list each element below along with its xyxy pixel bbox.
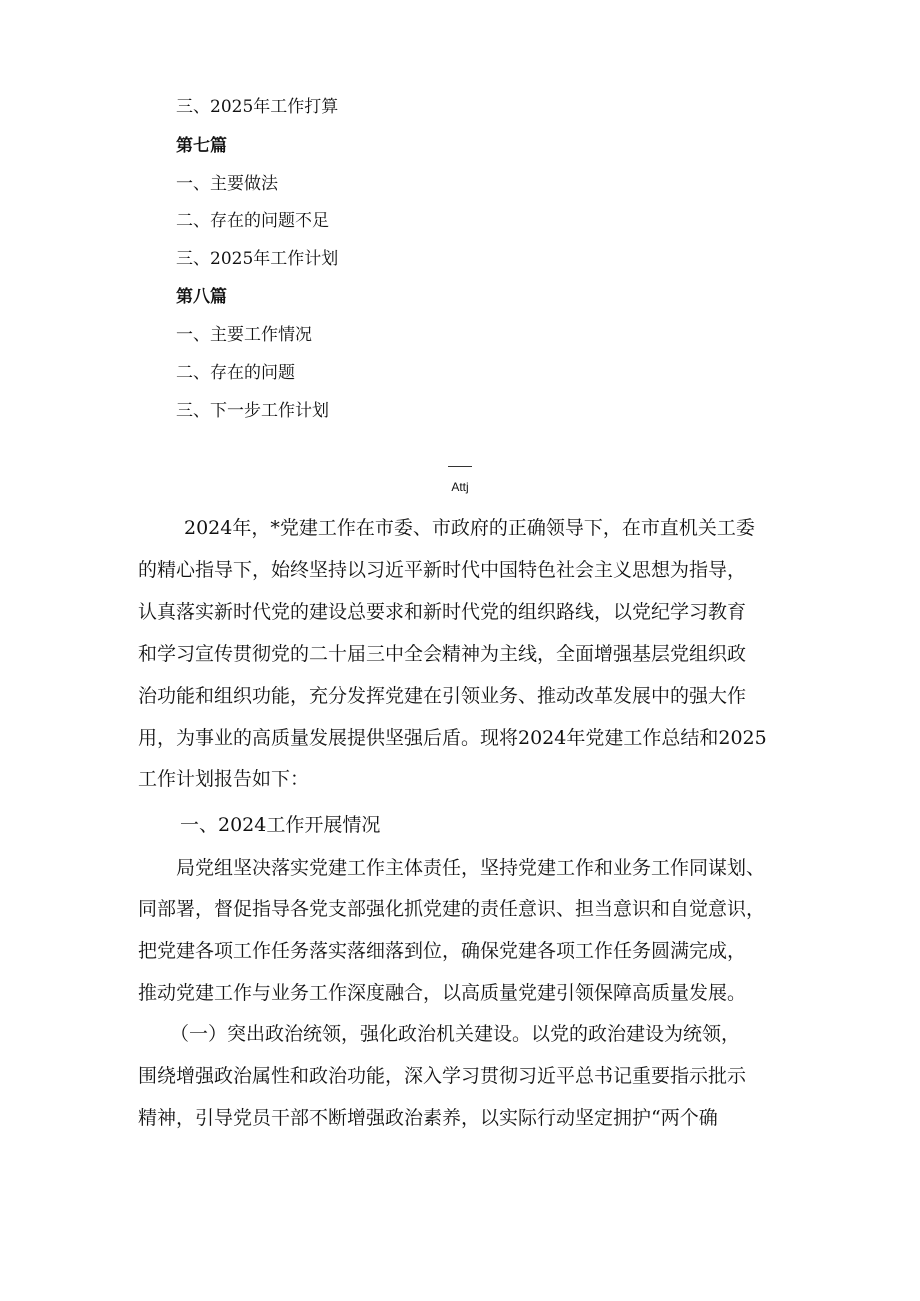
section-divider xyxy=(448,466,472,468)
body-line: 的精心指导下，始终坚持以习近平新时代中国特色社会主义思想为指导， xyxy=(138,559,747,581)
body-line: 精神，引导党员干部不断增强政治素养，以实际行动坚定拥护“两个确 xyxy=(138,1107,718,1129)
section-heading: 一、2024工作开展情况 xyxy=(180,814,381,836)
body-line: 2024年，*党建工作在市委、市政府的正确领导下，在市直机关工委 xyxy=(184,517,755,539)
toc-item: 一、主要做法 xyxy=(176,174,278,194)
body-line: 同部署，督促指导各党支部强化抓党建的责任意识、担当意识和自觉意识， xyxy=(138,898,766,920)
section-mark: Attj xyxy=(451,480,469,494)
body-line: 推动党建工作与业务工作深度融合，以高质量党建引领保障高质量发展。 xyxy=(138,982,747,1004)
body-line: 工作计划报告如下： xyxy=(138,768,310,790)
body-line: 围绕增强政治属性和政治功能，深入学习贯彻习近平总书记重要指示批示 xyxy=(138,1065,747,1087)
toc-item: 二、存在的问题 xyxy=(176,363,295,383)
toc-heading: 第七篇 xyxy=(176,136,227,156)
body-line: 把党建各项工作任务落实落细落到位，确保党建各项工作任务圆满完成， xyxy=(138,940,747,962)
toc-item: 三、下一步工作计划 xyxy=(176,401,329,421)
body-line: 和学习宣传贯彻党的二十届三中全会精神为主线，全面增强基层党组织政 xyxy=(138,643,747,665)
toc-item: 二、存在的问题不足 xyxy=(176,211,329,231)
body-line: 治功能和组织功能，充分发挥党建在引领业务、推动改革发展中的强大作 xyxy=(138,685,747,707)
toc-item: 一、主要工作情况 xyxy=(176,325,312,345)
body-line: 用，为事业的高质量发展提供坚强后盾。现将2024年党建工作总结和2025 xyxy=(138,727,767,749)
body-line: 局党组坚决落实党建工作主体责任，坚持党建工作和业务工作同谋划、 xyxy=(176,857,766,879)
toc-heading: 第八篇 xyxy=(176,287,227,307)
toc-item: 三、2025年工作计划 xyxy=(176,249,339,269)
toc-item: 三、2025年工作打算 xyxy=(176,97,339,117)
body-line: 认真落实新时代党的建设总要求和新时代党的组织路线，以党纪学习教育 xyxy=(138,601,747,623)
subsection-line: （一）突出政治统领，强化政治机关建设。以党的政治建设为统领， xyxy=(170,1023,741,1045)
